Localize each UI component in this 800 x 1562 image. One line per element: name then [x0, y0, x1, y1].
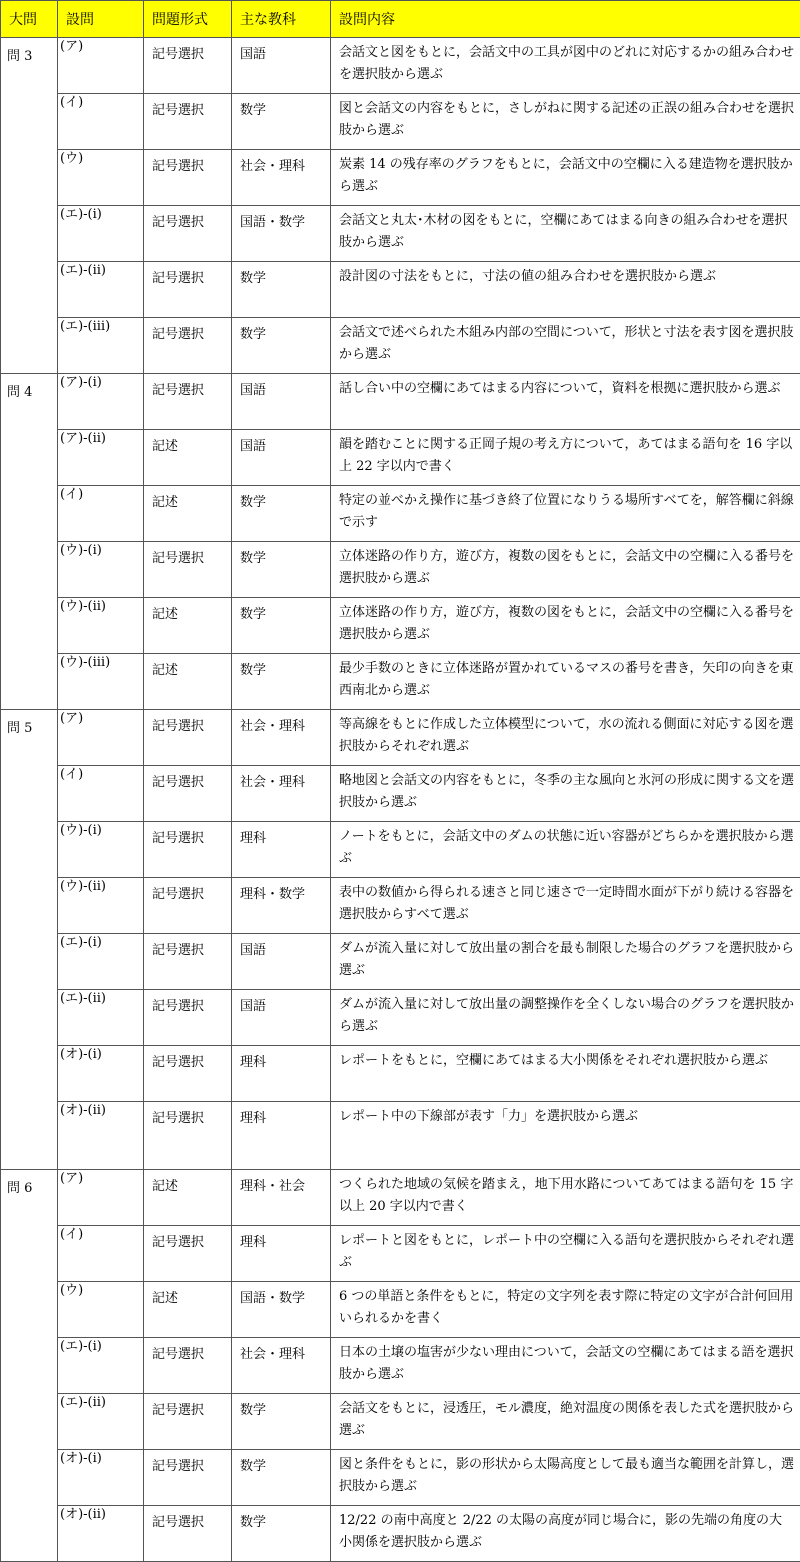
main-subject: 理科・数学 — [232, 878, 331, 934]
question-format: 記号選択 — [144, 1226, 232, 1282]
main-subject: 理科 — [232, 1102, 331, 1170]
table-body — [1, 38, 800, 1562]
table-row — [1, 1394, 800, 1450]
question-content: 日本の土壌の塩害が少ない理由について，会話文の空欄にあてはまる語を選択肢から選ぶ — [331, 1338, 800, 1394]
setsumon-number: (エ)-(ⅲ) — [60, 318, 143, 335]
setsumon-number: (オ)-(ⅱ) — [60, 1506, 143, 1523]
question-content: レポートをもとに，空欄にあてはまる大小関係をそれぞれ選択肢から選ぶ — [331, 1046, 800, 1102]
setsumon-number: (ア)-(ⅰ) — [60, 374, 143, 391]
setsumon-number: (ア) — [60, 1170, 143, 1187]
setsumon-cell — [58, 1282, 144, 1338]
main-subject: 理科 — [232, 1226, 331, 1282]
main-subject: 社会・理科 — [232, 150, 331, 206]
question-content: 最少手数のときに立体迷路が置かれているマスの番号を書き，矢印の向きを東西南北から選ぶ — [331, 654, 800, 710]
question-content: 立体迷路の作り方，遊び方，複数の図をもとに，会話文中の空欄に入る番号を選択肢から選ぶ — [331, 598, 800, 654]
table-row — [1, 1170, 800, 1226]
question-content: ダムが流入量に対して放出量の調整操作を全くしない場合のグラフを選択肢から選ぶ — [331, 990, 800, 1046]
header-row — [1, 1, 800, 38]
table-row — [1, 766, 800, 822]
table-row — [1, 598, 800, 654]
daimon-label: 問 5 — [1, 710, 58, 1170]
question-format: 記述 — [144, 654, 232, 710]
setsumon-cell — [58, 654, 144, 710]
main-subject: 理科・社会 — [232, 1170, 331, 1226]
setsumon-cell — [58, 206, 144, 262]
table-row — [1, 934, 800, 990]
question-content: 6 つの単語と条件をもとに，特定の文字列を表す際に特定の文字が合計何回用いられるかを書く — [331, 1282, 800, 1338]
setsumon-number: (ア) — [60, 710, 143, 727]
table-row — [1, 94, 800, 150]
setsumon-number: (エ)-(ⅰ) — [60, 934, 143, 951]
main-subject: 国語・数学 — [232, 206, 331, 262]
header-subject: 主な教科 — [232, 1, 331, 38]
setsumon-number: (オ)-(ⅰ) — [60, 1450, 143, 1467]
setsumon-number: (ウ)-(ⅲ) — [60, 654, 143, 671]
setsumon-cell — [58, 1506, 144, 1562]
table-row — [1, 262, 800, 318]
table-row — [1, 654, 800, 710]
setsumon-cell — [58, 318, 144, 374]
question-format: 記号選択 — [144, 934, 232, 990]
question-content: 炭素 14 の残存率のグラフをもとに，会話文中の空欄に入る建造物を選択肢から選ぶ — [331, 150, 800, 206]
setsumon-cell — [58, 1394, 144, 1450]
setsumon-cell — [58, 598, 144, 654]
question-content: つくられた地域の気候を踏まえ，地下用水路についてあてはまる語句を 15 字以上 20 字以内で書く — [331, 1170, 800, 1226]
setsumon-cell — [58, 1102, 144, 1170]
header-setsumon: 設問 — [58, 1, 144, 38]
setsumon-cell — [58, 710, 144, 766]
setsumon-number: (イ) — [60, 1226, 143, 1243]
setsumon-cell — [58, 38, 144, 94]
question-content: ダムが流入量に対して放出量の割合を最も制限した場合のグラフを選択肢から選ぶ — [331, 934, 800, 990]
main-subject: 数学 — [232, 1450, 331, 1506]
setsumon-number: (オ)-(ⅰ) — [60, 1046, 143, 1063]
question-content: 会話文と丸太･木材の図をもとに，空欄にあてはまる向きの組み合わせを選択肢から選ぶ — [331, 206, 800, 262]
setsumon-cell — [58, 94, 144, 150]
question-format: 記号選択 — [144, 374, 232, 430]
header-content: 設問内容 — [331, 1, 800, 38]
table-row — [1, 1046, 800, 1102]
table-row — [1, 1102, 800, 1170]
main-subject: 社会・理科 — [232, 1338, 331, 1394]
main-subject: 数学 — [232, 542, 331, 598]
daimon-label: 問 3 — [1, 38, 58, 374]
setsumon-number: (ウ)-(ⅱ) — [60, 598, 143, 615]
table-row — [1, 822, 800, 878]
setsumon-cell — [58, 262, 144, 318]
table-row — [1, 374, 800, 430]
table-row — [1, 990, 800, 1046]
main-subject: 社会・理科 — [232, 710, 331, 766]
table-row — [1, 1226, 800, 1282]
question-format: 記号選択 — [144, 878, 232, 934]
setsumon-cell — [58, 486, 144, 542]
setsumon-number: (エ)-(ⅱ) — [60, 990, 143, 1007]
setsumon-number: (ウ) — [60, 1282, 143, 1299]
question-content: 話し合い中の空欄にあてはまる内容について，資料を根拠に選択肢から選ぶ — [331, 374, 800, 430]
question-content: 略地図と会話文の内容をもとに，冬季の主な風向と氷河の形成に関する文を選択肢から選ぶ — [331, 766, 800, 822]
setsumon-number: (ア) — [60, 38, 143, 55]
question-content: 会話文と図をもとに，会話文中の工具が図中のどれに対応するかの組み合わせを選択肢から選ぶ — [331, 38, 800, 94]
question-content: レポートと図をもとに，レポート中の空欄に入る語句を選択肢からそれぞれ選ぶ — [331, 1226, 800, 1282]
main-subject: 数学 — [232, 318, 331, 374]
setsumon-cell — [58, 822, 144, 878]
setsumon-number: (イ) — [60, 94, 143, 111]
main-subject: 数学 — [232, 486, 331, 542]
question-format: 記号選択 — [144, 206, 232, 262]
question-format: 記号選択 — [144, 822, 232, 878]
question-format: 記号選択 — [144, 38, 232, 94]
main-subject: 国語 — [232, 430, 331, 486]
setsumon-cell — [58, 990, 144, 1046]
question-format: 記述 — [144, 1282, 232, 1338]
table-row — [1, 878, 800, 934]
table-row — [1, 206, 800, 262]
question-format: 記号選択 — [144, 990, 232, 1046]
setsumon-number: (エ)-(ⅰ) — [60, 1338, 143, 1355]
table-row — [1, 150, 800, 206]
main-subject: 国語 — [232, 374, 331, 430]
question-content: 立体迷路の作り方，遊び方，複数の図をもとに，会話文中の空欄に入る番号を選択肢から選ぶ — [331, 542, 800, 598]
question-format: 記号選択 — [144, 1506, 232, 1562]
setsumon-number: (ウ)-(ⅰ) — [60, 542, 143, 559]
setsumon-cell — [58, 1226, 144, 1282]
question-format: 記述 — [144, 598, 232, 654]
question-content: 図と条件をもとに，影の形状から太陽高度として最も適当な範囲を計算し，選択肢から選ぶ — [331, 1450, 800, 1506]
daimon-label: 問 4 — [1, 374, 58, 710]
setsumon-cell — [58, 430, 144, 486]
table-row — [1, 38, 800, 94]
header-format: 問題形式 — [144, 1, 232, 38]
table-row — [1, 486, 800, 542]
table-row — [1, 1506, 800, 1562]
setsumon-cell — [58, 374, 144, 430]
question-format: 記号選択 — [144, 1046, 232, 1102]
question-format: 記号選択 — [144, 710, 232, 766]
question-content: 韻を踏むことに関する正岡子規の考え方について，あてはまる語句を 16 字以上 22 字以内で書く — [331, 430, 800, 486]
setsumon-number: (イ) — [60, 766, 143, 783]
setsumon-number: (エ)-(ⅱ) — [60, 1394, 143, 1411]
main-subject: 数学 — [232, 262, 331, 318]
table-row — [1, 1450, 800, 1506]
question-format: 記号選択 — [144, 1338, 232, 1394]
table-row — [1, 1282, 800, 1338]
setsumon-number: (エ)-(ⅱ) — [60, 262, 143, 279]
header-daimon: 大問 — [1, 1, 58, 38]
question-content: 会話文で述べられた木組み内部の空間について，形状と寸法を表す図を選択肢から選ぶ — [331, 318, 800, 374]
main-subject: 数学 — [232, 598, 331, 654]
question-format: 記号選択 — [144, 318, 232, 374]
question-content: 等高線をもとに作成した立体模型について，水の流れる側面に対応する図を選択肢からそれぞれ選ぶ — [331, 710, 800, 766]
main-subject: 国語 — [232, 934, 331, 990]
main-subject: 理科 — [232, 1046, 331, 1102]
setsumon-number: (ア)-(ⅱ) — [60, 430, 143, 447]
main-subject: 国語 — [232, 990, 331, 1046]
question-format: 記号選択 — [144, 262, 232, 318]
main-subject: 数学 — [232, 1394, 331, 1450]
setsumon-number: (オ)-(ⅱ) — [60, 1102, 143, 1119]
main-subject: 社会・理科 — [232, 766, 331, 822]
main-subject: 数学 — [232, 654, 331, 710]
setsumon-cell — [58, 1046, 144, 1102]
setsumon-number: (エ)-(ⅰ) — [60, 206, 143, 223]
setsumon-cell — [58, 150, 144, 206]
setsumon-cell — [58, 934, 144, 990]
table-row — [1, 318, 800, 374]
daimon-label: 問 6 — [1, 1170, 58, 1562]
main-subject: 数学 — [232, 1506, 331, 1562]
setsumon-number: (ウ) — [60, 150, 143, 167]
question-content: レポート中の下線部が表す「力」を選択肢から選ぶ — [331, 1102, 800, 1170]
question-content: 特定の並べかえ操作に基づき終了位置になりうる場所すべてを，解答欄に斜線で示す — [331, 486, 800, 542]
table-row — [1, 1338, 800, 1394]
table-header — [1, 1, 800, 38]
question-format: 記述 — [144, 1170, 232, 1226]
question-format: 記号選択 — [144, 766, 232, 822]
question-content: 12/22 の南中高度と 2/22 の太陽の高度が同じ場合に，影の先端の角度の大小関係を選択肢から選ぶ — [331, 1506, 800, 1562]
question-content: 図と会話文の内容をもとに，さしがねに関する記述の正誤の組み合わせを選択肢から選ぶ — [331, 94, 800, 150]
question-format: 記号選択 — [144, 1102, 232, 1170]
setsumon-cell — [58, 766, 144, 822]
question-format: 記号選択 — [144, 150, 232, 206]
main-subject: 国語・数学 — [232, 1282, 331, 1338]
question-format: 記号選択 — [144, 1394, 232, 1450]
question-format: 記号選択 — [144, 94, 232, 150]
question-format: 記述 — [144, 486, 232, 542]
table-row — [1, 710, 800, 766]
question-content: 表中の数値から得られる速さと同じ速さで一定時間水面が下がり続ける容器を選択肢からすべて選ぶ — [331, 878, 800, 934]
setsumon-cell — [58, 542, 144, 598]
setsumon-number: (ウ)-(ⅱ) — [60, 878, 143, 895]
question-content: ノートをもとに，会話文中のダムの状態に近い容器がどちらかを選択肢から選ぶ — [331, 822, 800, 878]
setsumon-cell — [58, 1450, 144, 1506]
setsumon-cell — [58, 1338, 144, 1394]
table-row — [1, 430, 800, 486]
question-format: 記号選択 — [144, 542, 232, 598]
setsumon-cell — [58, 878, 144, 934]
question-format: 記号選択 — [144, 1450, 232, 1506]
question-content: 会話文をもとに，浸透圧，モル濃度，絶対温度の関係を表した式を選択肢から選ぶ — [331, 1394, 800, 1450]
main-subject: 理科 — [232, 822, 331, 878]
question-content: 設計図の寸法をもとに，寸法の値の組み合わせを選択肢から選ぶ — [331, 262, 800, 318]
table-row — [1, 542, 800, 598]
setsumon-number: (ウ)-(ⅰ) — [60, 822, 143, 839]
question-format: 記述 — [144, 430, 232, 486]
setsumon-cell — [58, 1170, 144, 1226]
setsumon-number: (イ) — [60, 486, 143, 503]
main-subject: 数学 — [232, 94, 331, 150]
main-subject: 国語 — [232, 38, 331, 94]
